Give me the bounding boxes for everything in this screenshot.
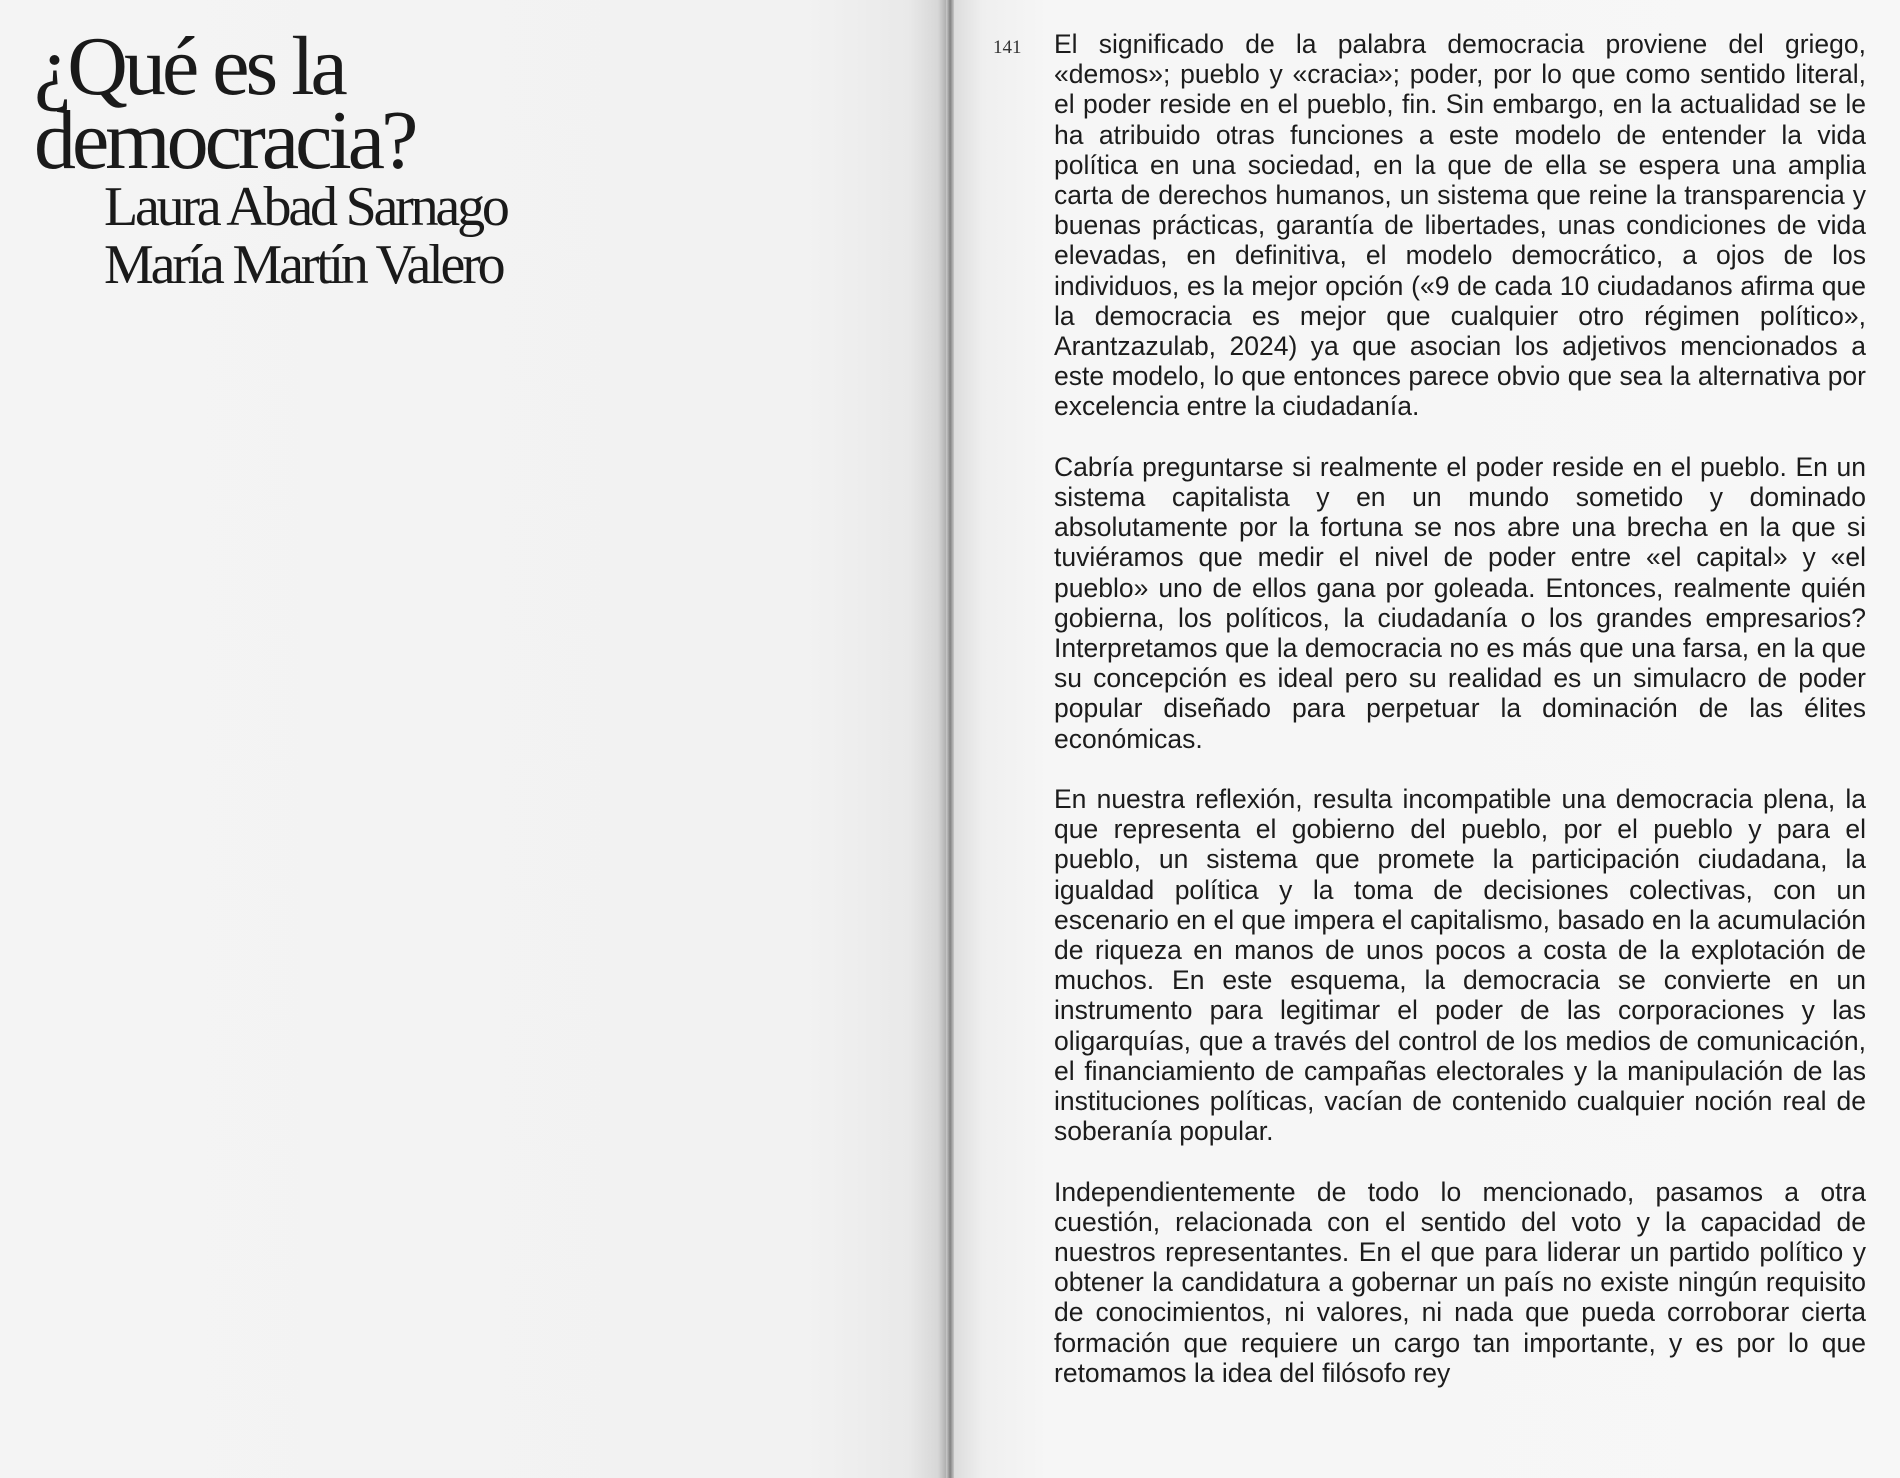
paragraph: Independientemente de todo lo mencionado, pasamos a otra cuestión, relacionada con el sentido del voto y la capacidad de nuestros representantes. En el que para liderar un partido político y obtener la candidatura a gobernar un país no existe ningún requisito de conocimientos, ni valores, ni nada que pueda corroborar cierta formación que requiere un cargo tan importante, y es por lo que retomamos la idea del filósofo rey	[1054, 1176, 1866, 1388]
title-line-2: democracia?	[34, 94, 415, 187]
author-list	[104, 178, 507, 294]
paragraph: El significado de la palabra democracia proviene del griego, «demos»; pueblo y «cracia»; poder, por lo que como sentido literal, el poder reside en el pueblo, fin. Sin embargo, en la actualidad se le ha atribuido otras funciones a este modelo de entender la vida política en una sociedad, en la que de ella se espera una amplia carta de derechos humanos, un sistema que reine la transparencia y buenas prácticas, garantía de libertades, unas condiciones de vida elevadas, en definitiva, el modelo democrático, a ojos de los individuos, es la mejor opción («9 de cada 10 ciudadanos afirma que la democracia es mejor que cualquier otro régimen político», Arantzazulab, 2024) ya que asocian los adjetivos mencionados a este modelo, lo que entonces parece obvio que sea la alternativa por excelencia entre la ciudadanía.	[1054, 29, 1866, 422]
left-page	[0, 0, 946, 1478]
paragraph: Cabría preguntarse si realmente el poder reside en el pueblo. En un sistema capitalista y en un mundo sometido y dominado absolutamente por la fortuna se nos abre una brecha en la que si tuviéramos que medir el nivel de poder entre «el capital» y «el pueblo» uno de ellos gana por goleada. Entonces, realmente quién gobierna, los políticos, la ciudadanía o los grandes empresarios? Interpretamos que la democracia no es más que una farsa, en la que su concepción es ideal pero su realidad es un simulacro de poder popular diseñado para perpetuar la dominación de las élites económicas.	[1054, 451, 1866, 754]
author-name: Laura Abad Sarnago	[104, 176, 507, 238]
paragraph: En nuestra reflexión, resulta incompatible una democracia plena, la que representa el gobierno del pueblo, por el pueblo y para el pueblo, un sistema que promete la participación ciudadana, la igualdad política y la toma de decisiones colectivas, con un escenario en el que impera el capitalismo, basado en la acumulación de riqueza en manos de unos pocos a costa de la explotación de muchos. En este esquema, la democracia se convierte en un instrumento para legitimar el poder de las corporaciones y las oligarquías, que a través del control de los medios de comunicación, el financiamiento de campañas electorales y la manipulación de las instituciones políticas, vacían de contenido cualquier noción real de soberanía popular.	[1054, 784, 1866, 1147]
page-number: 141	[993, 37, 1022, 58]
title-line-1: ¿Qué es la	[34, 20, 344, 113]
author-name: María Martín Valero	[104, 234, 503, 296]
article-title	[34, 20, 415, 187]
body-text	[1054, 29, 1866, 1418]
